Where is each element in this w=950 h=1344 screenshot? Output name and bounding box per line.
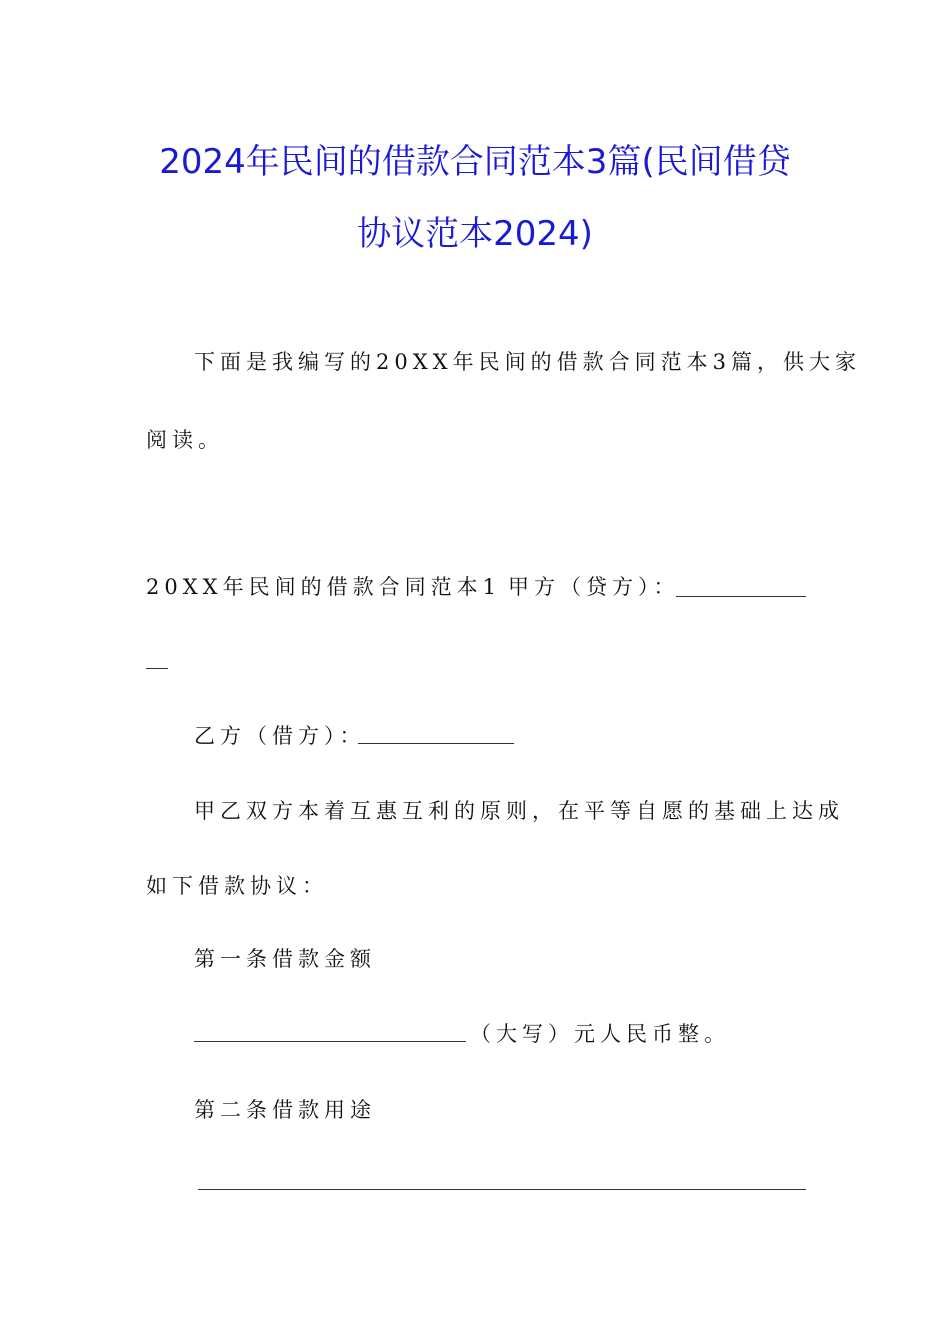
preamble-line-1: 甲乙双方本着互惠互利的原则，在平等自愿的基础上达成 [194, 799, 844, 823]
article-2-title: 第二条借款用途 [194, 1098, 376, 1122]
intro-paragraph-line-1: 下面是我编写的20XX年民间的借款合同范本3篇，供大家 [194, 350, 861, 374]
article-1-title: 第一条借款金额 [194, 947, 376, 971]
party-a-blank-continued [146, 668, 168, 669]
document-title-line-2: 协议范本2024) [357, 214, 593, 254]
amount-suffix: （大写）元人民币整。 [470, 1022, 730, 1046]
intro-paragraph-line-2: 阅读。 [146, 428, 224, 452]
contract-heading: 20XX年民间的借款合同范本1 [146, 575, 501, 599]
party-b-blank [358, 743, 514, 744]
party-b-label: 乙方（借方）： [194, 724, 366, 748]
amount-blank [194, 1041, 466, 1042]
purpose-blank [198, 1189, 806, 1190]
document-title-line-1: 2024年民间的借款合同范本3篇(民间借贷 [159, 142, 791, 182]
preamble-line-2: 如下借款协议： [146, 874, 328, 898]
party-a-blank [676, 596, 806, 597]
party-a-label: 甲方（贷方）： [508, 575, 680, 599]
